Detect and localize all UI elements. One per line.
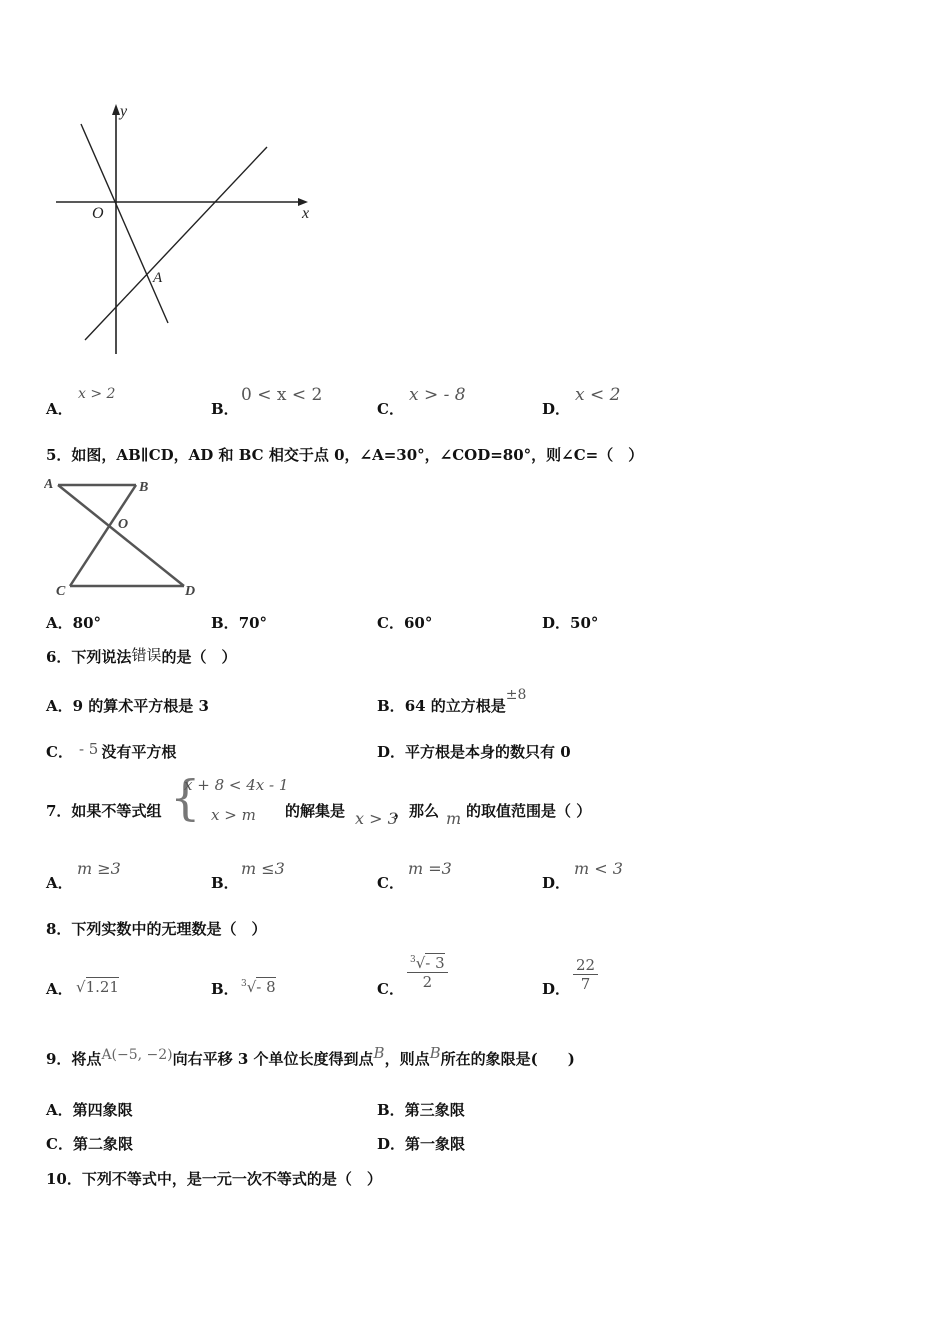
q4-option-b[interactable] (211, 385, 323, 419)
q7-stem-prefix: 7．如果不等式组 (46, 802, 162, 820)
q6-option-a-letter: A． (46, 697, 73, 715)
q6-option-c-math: - 5 (78, 740, 99, 758)
q9-option-b-text: 第三象限 (404, 1101, 465, 1119)
q8-option-c-fraction (407, 954, 448, 991)
q7-ineq1: x + 8 < 4x - 1 (184, 776, 289, 794)
q8-option-a-radicand: 1.21 (85, 978, 119, 996)
x-axis-label: x (302, 205, 310, 222)
q6-option-d-letter: D． (377, 743, 406, 761)
q8-option-c-index: 3 (410, 955, 416, 965)
q10-stem: 10．下列不等式中，是一元一次不等式的是（ ） (46, 1170, 382, 1188)
q6-option-a-text: 9 的算术平方根是 3 (72, 697, 209, 715)
q9-suffix: 所在的象限是( ) (440, 1050, 575, 1068)
q5-stem: 5．如图，AB∥CD，AD 和 BC 相交于点 0，∠A=30°，∠COD=80°，则∠C=（ ） (46, 446, 644, 464)
q5-option-c-letter: C． (377, 614, 404, 632)
y-axis-label: y (120, 103, 128, 120)
q7-option-c[interactable] (377, 859, 452, 893)
q9-option-d-letter: D． (377, 1135, 406, 1153)
q7-option-d-letter: D． (542, 874, 571, 892)
q8-option-c[interactable] (377, 954, 445, 999)
q8-option-b-letter: B． (211, 980, 239, 998)
q5-option-a-text: 80° (72, 614, 102, 632)
q4-option-c-expr: x > - 8 (409, 385, 466, 405)
fig-label-a: A (44, 477, 54, 492)
q7-stem-mid2: ，那么 (394, 802, 440, 820)
q7-option-a-expr: m ≥3 (77, 859, 121, 878)
line-steep-down (81, 124, 168, 323)
q6-option-c[interactable] (46, 741, 176, 762)
q5-option-d-letter: D． (542, 614, 571, 632)
q4-option-c[interactable] (377, 385, 466, 419)
q7-option-a-letter: A． (46, 874, 73, 892)
q9-option-a-text: 第四象限 (72, 1101, 133, 1119)
q8-option-c-numerator (407, 954, 448, 973)
q9-mid: 向右平移 3 个单位长度得到点 (172, 1050, 374, 1068)
q8-option-d-den: 7 (580, 975, 591, 993)
q8-option-a-letter: A． (46, 980, 73, 998)
radical-icon: √ (76, 978, 86, 996)
q4-option-b-letter: B． (211, 400, 239, 418)
q7-option-b-letter: B． (211, 874, 239, 892)
q6-option-b[interactable] (377, 687, 527, 716)
fig-label-o: O (118, 517, 129, 532)
q5-figure (44, 473, 204, 599)
origin-label: O (92, 205, 104, 222)
q4-option-a[interactable] (46, 386, 116, 419)
q8-option-b-cbrt (241, 978, 276, 996)
q6-stem-emph: 错误 (131, 646, 162, 664)
q9-option-a[interactable] (46, 1099, 133, 1120)
q7-option-c-letter: C． (377, 874, 404, 892)
q4-option-c-letter: C． (377, 400, 404, 418)
q9-mid2: ，则点 (384, 1050, 430, 1068)
y-axis-arrow (112, 104, 120, 115)
q4-option-a-letter: A． (46, 400, 73, 418)
q7-var-m: m (446, 809, 462, 828)
q9-option-c-text: 第二象限 (72, 1135, 133, 1153)
q9-point-a: A(−5, −2) (101, 1047, 173, 1063)
q8-option-a-sqrt (76, 978, 119, 996)
q6-stem (46, 646, 236, 667)
q7-solution: x > 3 (355, 809, 398, 828)
q6-option-b-letter: B． (377, 697, 405, 715)
q9-option-b[interactable] (377, 1099, 465, 1120)
q6-option-c-text: 没有平方根 (101, 743, 177, 761)
q6-option-c-letter: C． (46, 743, 73, 761)
q5-option-a-letter: A． (46, 614, 73, 632)
q4-option-d[interactable] (542, 385, 621, 419)
q8-stem: 8．下列实数中的无理数是（ ） (46, 920, 267, 938)
q6-option-d-text: 平方根是本身的数只有 0 (405, 743, 571, 761)
q8-option-a[interactable] (46, 978, 119, 999)
q8-option-d-letter: D． (542, 980, 571, 998)
q4-option-d-expr: x < 2 (575, 385, 621, 405)
q9-prefix: 9．将点 (46, 1050, 102, 1068)
q9-stem (46, 1044, 575, 1069)
q5-option-a[interactable] (46, 612, 101, 633)
segment-ad (58, 485, 184, 586)
q8-option-b[interactable] (211, 978, 276, 999)
q5-option-b[interactable] (211, 612, 267, 633)
fig-label-d: D (185, 584, 196, 599)
q7-option-b-expr: m ≤3 (241, 859, 285, 878)
q6-option-b-text: 64 的立方根是 (404, 697, 506, 715)
q6-stem-prefix: 6．下列说法 (46, 648, 132, 666)
q9-point-b: B (373, 1044, 385, 1062)
q6-option-a[interactable] (46, 695, 209, 716)
q8-option-c-radicand: - 3 (425, 954, 445, 972)
q7-stem-mid: 的解集是 (285, 802, 346, 820)
q9-option-c[interactable] (46, 1133, 133, 1154)
point-a-label: A (153, 270, 163, 286)
q7-option-d-expr: m < 3 (574, 859, 623, 878)
q9-option-d[interactable] (377, 1133, 465, 1154)
q7-option-d[interactable] (542, 859, 623, 893)
q9-option-b-letter: B． (377, 1101, 405, 1119)
q9-option-d-text: 第一象限 (405, 1135, 466, 1153)
fig-label-b: B (139, 480, 149, 495)
q9-option-c-letter: C． (46, 1135, 73, 1153)
q7-brace: { (170, 770, 201, 826)
q8-option-c-den: 2 (422, 973, 433, 991)
fig-label-c: C (56, 584, 66, 599)
q8-option-d-fraction (573, 956, 598, 993)
q7-option-b[interactable] (211, 859, 285, 893)
q5-option-c-text: 60° (403, 614, 433, 632)
radical-icon: √ (415, 954, 426, 972)
q4-line-graph (50, 98, 325, 360)
q7-ineq2: x > m (211, 806, 256, 824)
q8-option-d[interactable] (542, 956, 596, 999)
q7-stem-suffix: 的取值范围是（ ） (466, 802, 592, 820)
q9-option-a-letter: A． (46, 1101, 73, 1119)
q9-point-b2: B (429, 1044, 441, 1062)
segment-bc (70, 485, 136, 586)
line-rising (85, 147, 267, 340)
radical-icon: √ (246, 978, 257, 996)
q5-option-c[interactable] (377, 612, 432, 633)
q5-option-b-text: 70° (238, 614, 268, 632)
q4-option-d-letter: D． (542, 400, 571, 418)
q8-option-c-letter: C． (377, 980, 404, 998)
q6-stem-suffix: 的是（ ） (161, 648, 237, 666)
q6-option-d[interactable] (377, 741, 571, 762)
q5-option-b-letter: B． (211, 614, 239, 632)
q5-option-d-text: 50° (570, 614, 599, 632)
q4-option-b-expr: 0 < x < 2 (241, 385, 323, 405)
q4-option-a-expr: x > 2 (78, 386, 116, 402)
q5-option-d[interactable] (542, 612, 598, 633)
q8-option-d-num: 22 (573, 956, 598, 975)
q7-option-a[interactable] (46, 859, 121, 893)
q7-option-c-expr: m =3 (408, 859, 452, 878)
q8-option-b-radicand: - 8 (256, 978, 276, 996)
q6-option-b-math: ±8 (505, 687, 527, 703)
q8-option-b-index: 3 (241, 979, 247, 989)
